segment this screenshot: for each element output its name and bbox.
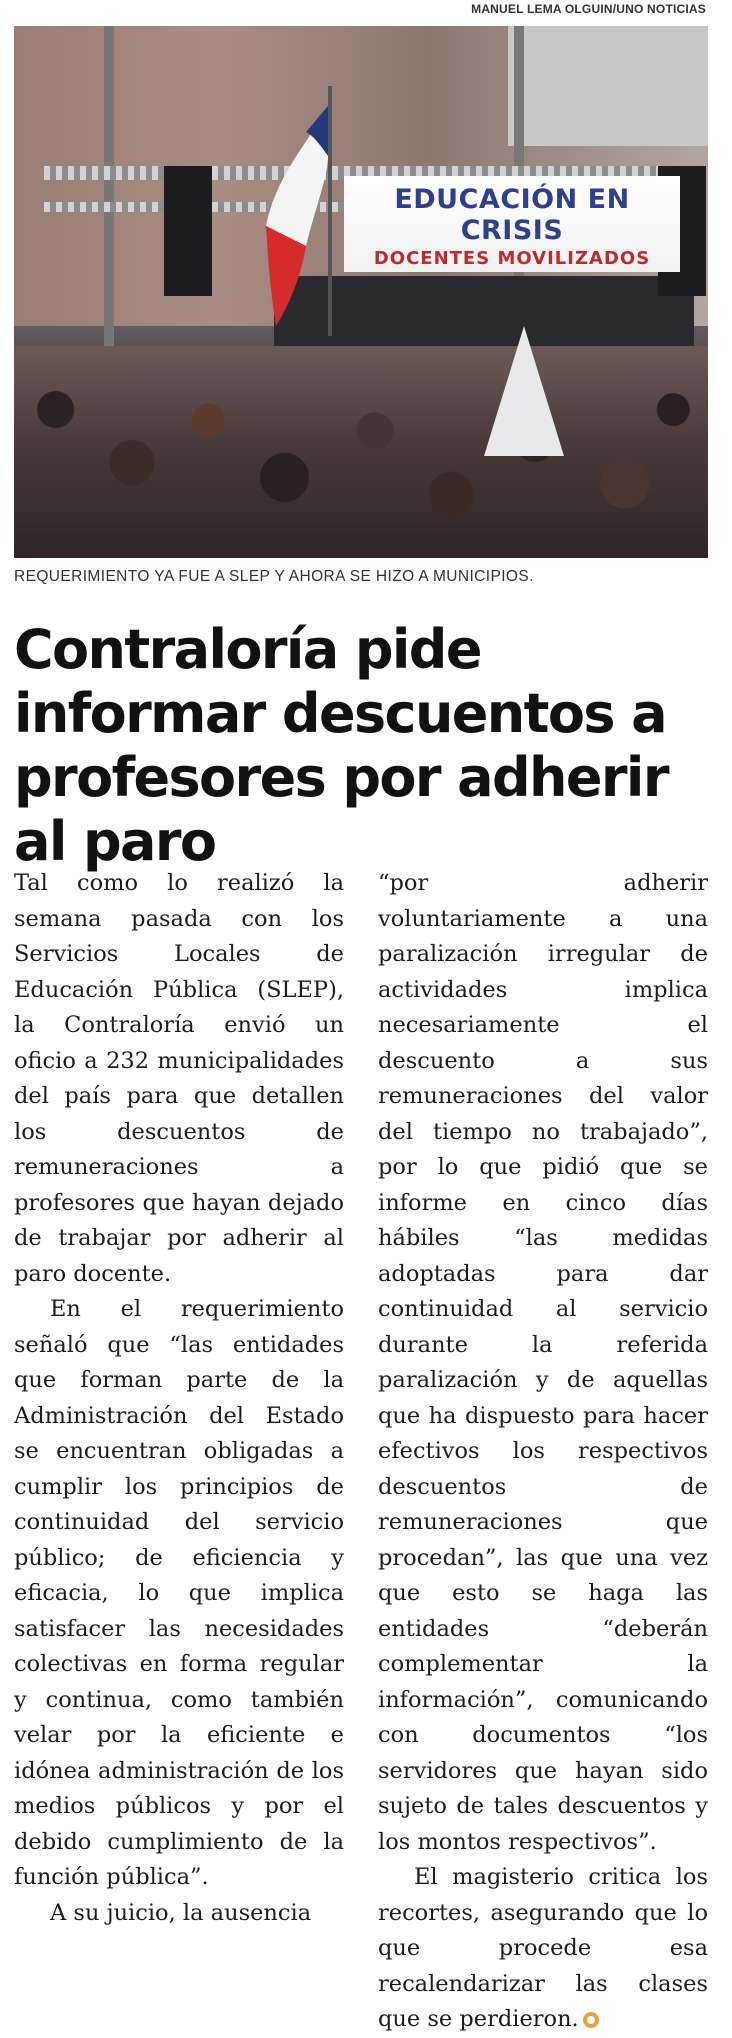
crowd	[14, 346, 708, 558]
photo-caption: REQUERIMIENTO YA FUE A SLEP Y AHORA SE HIZO A MUNICIPIOS.	[14, 568, 534, 585]
banner-line1: EDUCACIÓN EN CRISIS	[394, 184, 630, 246]
paragraph-text: El magisterio critica los recortes, asegurando que lo que procede esa recalendarizar las clases que se perdieron.	[378, 1864, 708, 2032]
speaker-stack	[164, 166, 212, 296]
sky	[508, 26, 708, 146]
paragraph: En el requerimiento señaló que “las entidades que forman parte de la Administración del Estado se encuentran obligadas a cumplir los principios de continuidad del servicio público; de eficiencia y eficacia, lo que implica satisfacer las necesidades colectivas en forma regular y continua, como también velar por la eficiente e idónea administración de los medios públicos y por el debido cumplimiento de la función pública”.	[14, 1296, 344, 1890]
article-column-left	[14, 866, 344, 1931]
white-flag	[484, 326, 564, 456]
paragraph: A su juicio, la ausencia	[50, 1899, 312, 1926]
article-column-right	[378, 866, 708, 2038]
light-pole	[104, 26, 114, 346]
banner-line2: DOCENTES MOVILIZADOS	[373, 248, 651, 269]
news-photo	[14, 26, 708, 558]
paragraph-final	[378, 1860, 708, 2038]
end-of-article-icon	[583, 2012, 599, 2028]
headline: Contraloría pide informar descuentos a profesores por adherir al paro	[14, 618, 668, 873]
stage-banner	[344, 176, 680, 272]
paragraph: Tal como lo realizó la semana pasada con los Servicios Locales de Educación Pública (SLEP), la Contraloría envió un oficio a 232 municipalidades del país para que detallen los descuentos de remuneraciones a profesores que hayan dejado de trabajar por adherir al paro docente.	[14, 870, 344, 1287]
paragraph: “por adherir voluntariamente a una paralización irregular de actividades implica necesariamente el descuento a sus remuneraciones del valor del tiempo no trabajado”, por lo que pidió que se informe en cinco días hábiles “las medidas adoptadas para dar continuidad al servicio durante la referida paralización y de aquellas que ha dispuesto para hacer efectivos los respectivos descuentos de remuneraciones que procedan”, las que una vez que esto se haga las entidades “deberán complementar la información”, comunicando con documentos “los servidores que hayan sido sujeto de tales descuentos y los montos respectivos”.	[378, 870, 708, 1855]
photo-credit: MANUEL LEMA OLGUIN/UNO NOTICIAS	[471, 2, 706, 16]
chilean-flag	[266, 86, 356, 336]
